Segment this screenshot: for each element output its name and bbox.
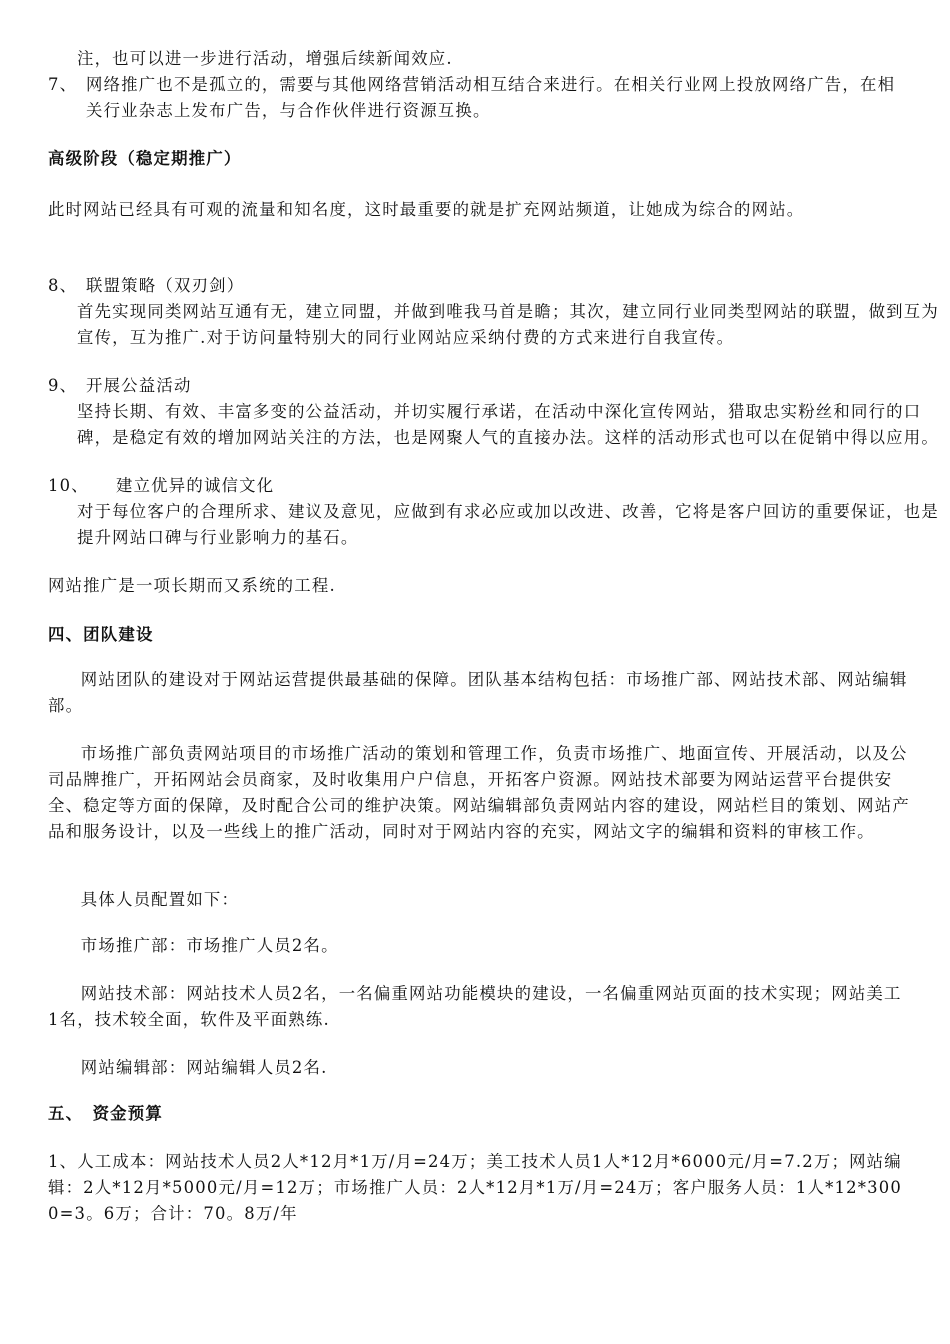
staff-intro: 具体人员配置如下： [80,890,240,909]
item-body-10: 对于每位客户的合理所求、建议及意见，应做到有求必应或加以改进、改善，它将是客户回访的重要保证，也是提升网站口碑与行业影响力的基石。 [77,502,939,547]
section-heading-team: 四、团队建设 [48,625,154,644]
staff-tech: 网站技术部：网站技术人员2名，一名偏重网站功能模块的建设，一名偏重网站页面的技术实现；网站美工1名，技术较全面，软件及平面熟练. [48,984,902,1029]
section-heading-budget: 五、 资金预算 [48,1104,163,1123]
staff-edit: 网站编辑部：网站编辑人员2名. [80,1058,328,1077]
continuation-line: 注，也可以进一步进行活动，增强后续新闻效应. [77,49,453,68]
item-number: 8、 [48,276,78,295]
paragraph-team-2: 市场推广部负责网站项目的市场推广活动的策划和管理工作，负责市场推广、地面宣传、开展活动，以及公司品牌推广，开拓网站会员商家，及时收集用户户信息，开拓客户资源。网站技术部要为网站运营平台提供安全、稳定等方面的保障，及时配合公司的维护决策。网站编辑部负责网站内容的建设，网站栏目的策划、网站产品和服务设计，以及一些线上的推广活动，同时对于网站内容的充实，网站文字的编辑和资料的审核工作。 [48,744,910,841]
paragraph-team-1: 网站团队的建设对于网站运营提供最基础的保障。团队基本结构包括：市场推广部、网站技术部、网站编辑部。 [48,670,908,715]
list-item-10 [48,473,910,499]
budget-item-1: 1、人工成本：网站技术人员2人*12月*1万/月=24万；美工技术人员1人*12月*6000元/月=7.2万；网站编辑：2人*12月*5000元/月=12万；市场推广人员：2人*12月*1万/月=24万；客户服务人员：1人*12*3000=3。6万；合计：70。8万/年 [48,1152,903,1223]
section-heading-advanced: 高级阶段（稳定期推广） [48,149,242,168]
staff-market: 市场推广部：市场推广人员2名。 [80,936,339,955]
item-number: 10、 [48,476,89,495]
item-title: 联盟策略（双刃剑） [86,276,245,295]
list-item-8 [48,273,910,299]
item-text: 网络推广也不是孤立的，需要与其他网络营销活动相互结合来进行。在相关行业网上投放网络广告，在相关行业杂志上发布广告，与合作伙伴进行资源互换。 [86,75,896,120]
item-body-8: 首先实现同类网站互通有无，建立同盟，并做到唯我马首是瞻；其次，建立同行业同类型网站的联盟，做到互为宣传，互为推广.对于访问量特别大的同行业网站应采纳付费的方式来进行自我宣传。 [77,302,939,347]
list-item-7 [48,72,910,124]
list-item-9 [48,373,910,399]
item-title: 建立优异的诚信文化 [116,476,275,495]
item-number: 7、 [48,75,78,94]
item-number: 9、 [48,376,78,395]
item-body-9: 坚持长期、有效、丰富多变的公益活动，并切实履行承诺，在活动中深化宣传网站，猎取忠实粉丝和同行的口碑，是稳定有效的增加网站关注的方法，也是网聚人气的直接办法。这样的活动形式也可以在促销中得以应用。 [77,402,939,447]
summary-line: 网站推广是一项长期而又系统的工程. [48,576,336,595]
item-title: 开展公益活动 [86,376,192,395]
paragraph-advanced-intro: 此时网站已经具有可观的流量和知名度，这时最重要的就是扩充网站频道，让她成为综合的网站。 [48,200,805,219]
